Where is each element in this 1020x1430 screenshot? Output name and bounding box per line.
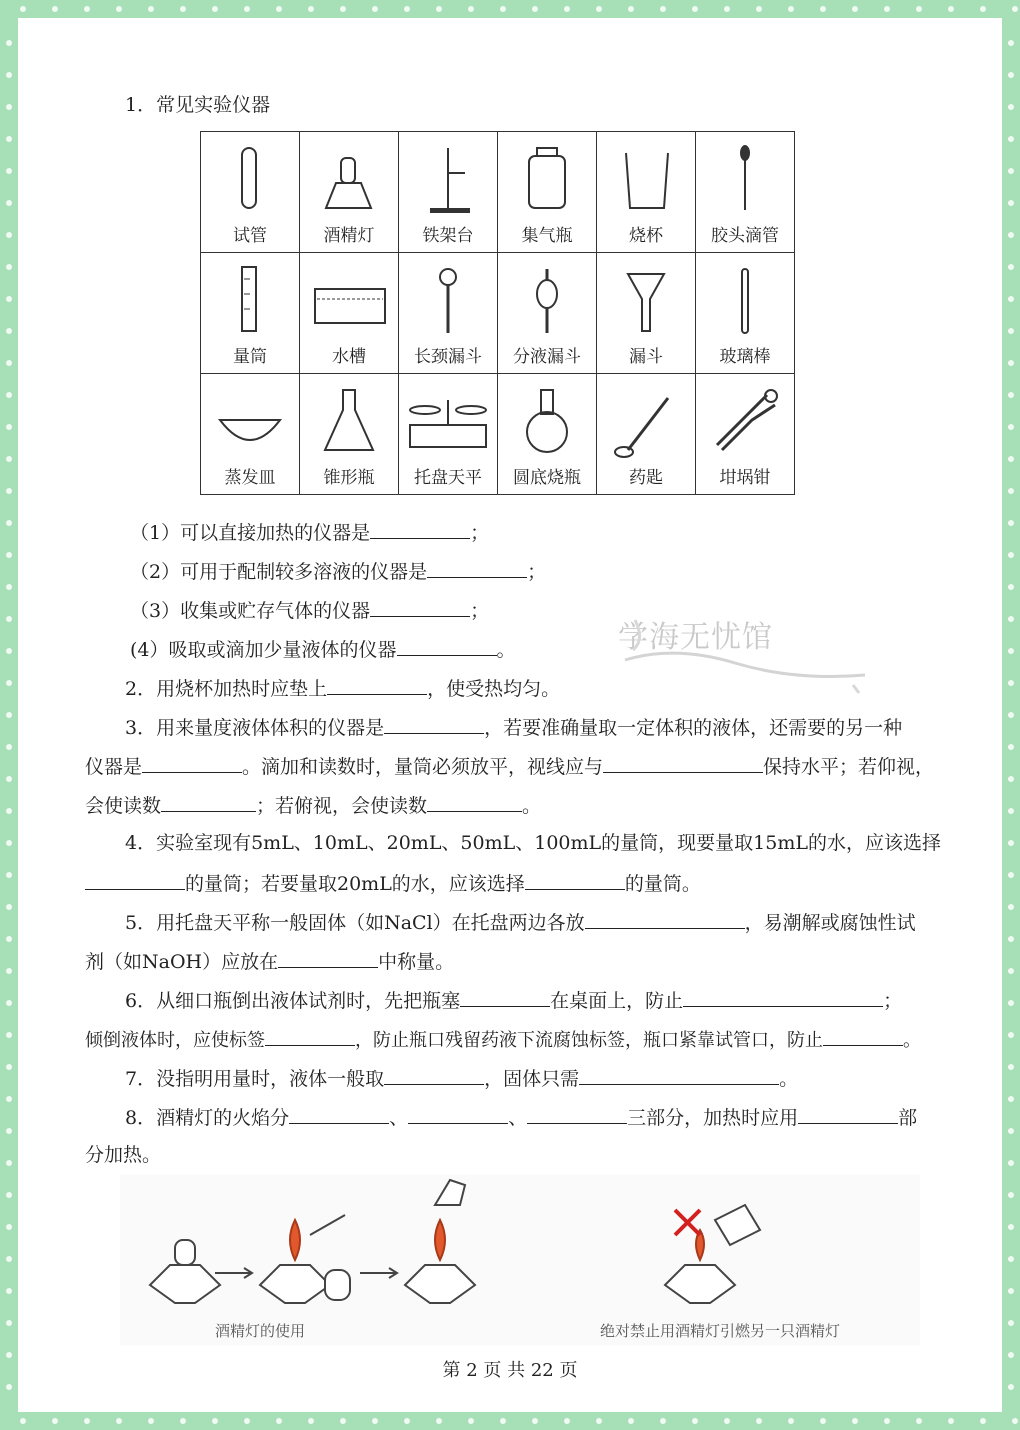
q1-a: （1）可以直接加热的仪器是 ； (130, 518, 489, 546)
q4-line2: 的量筒；若要量取20mL的水，应该选择 的量筒。 (85, 869, 701, 897)
instrument-cell (498, 253, 597, 374)
gas-jar-icon (499, 138, 595, 218)
instrument-cell (696, 253, 795, 374)
evaporating-dish-icon (202, 380, 298, 460)
instrument-cell (201, 253, 300, 374)
instrument-label: 玻璃棒 (719, 347, 771, 367)
q8-line2: 分加热。 (85, 1144, 162, 1166)
q4-line1: 4．实验室现有5mL、10mL、20mL、50mL、100mL的量筒，现要量取15mL的水，应该选择 (125, 832, 941, 854)
section-title: 1．常见实验仪器 (125, 94, 271, 116)
water-trough-icon (301, 259, 397, 339)
page-footer: 第 2 页 共 22 页 (442, 1360, 578, 1381)
answer-blank[interactable] (798, 1103, 898, 1124)
instrument-label: 锥形瓶 (323, 468, 375, 488)
instrument-cell (597, 374, 696, 495)
graduated-cylinder-icon (202, 259, 298, 339)
funnel-icon (598, 259, 694, 339)
medicine-spoon-icon (598, 380, 694, 460)
instrument-label: 烧杯 (629, 226, 663, 246)
q5-line1: 5．用托盘天平称一般固体（如NaCl）在托盘两边各放 ，易潮解或腐蚀性试 (125, 908, 916, 936)
glass-rod-icon (697, 259, 793, 339)
balance-icon (400, 380, 496, 460)
q2: 2．用烧杯加热时应垫上 ，使受热均匀。 (125, 674, 560, 702)
instrument-cell (597, 253, 696, 374)
q3-line1: 3．用来量度液体体积的仪器是 ，若要准确量取一定体积的液体，还需要的另一种 (125, 713, 902, 741)
crucible-tongs-icon (697, 380, 793, 460)
watermark-text: 学海无忧馆 (618, 620, 773, 655)
q1-c: （3）收集或贮存气体的仪器 ； (130, 596, 489, 624)
instrument-cell (696, 374, 795, 495)
answer-blank[interactable] (142, 752, 242, 773)
round-flask-icon (499, 380, 595, 460)
answer-blank[interactable] (85, 869, 185, 890)
test-tube-icon (202, 138, 298, 218)
answer-blank[interactable] (527, 1103, 627, 1124)
caption-right: 绝对禁止用酒精灯引燃另一只酒精灯 (600, 1322, 841, 1340)
answer-blank[interactable] (603, 752, 763, 773)
answer-blank[interactable] (265, 1025, 355, 1046)
separatory-funnel-icon (499, 259, 595, 339)
answer-blank[interactable] (525, 869, 625, 890)
answer-blank[interactable] (370, 518, 470, 539)
q8-line1: 8．酒精灯的火焰分 、 、 三部分，加热时应用 部 (125, 1103, 917, 1131)
answer-blank[interactable] (384, 713, 484, 734)
instrument-cell (399, 253, 498, 374)
answer-blank[interactable] (327, 674, 427, 695)
q1-b: （2）可用于配制较多溶液的仪器是 ； (130, 557, 546, 585)
instrument-label: 铁架台 (422, 226, 474, 246)
caption-left: 酒精灯的使用 (215, 1322, 306, 1340)
answer-blank[interactable] (823, 1025, 903, 1046)
q3-line3: 会使读数 ；若俯视，会使读数 。 (85, 791, 541, 819)
lamp-cap-icon (325, 1270, 350, 1300)
answer-blank[interactable] (384, 1064, 484, 1085)
instrument-cell (300, 132, 399, 253)
q7: 7．没指明用量时，液体一般取 ，固体只需 。 (125, 1064, 798, 1092)
instrument-label: 坩埚钳 (719, 468, 771, 488)
instrument-label: 药匙 (629, 468, 663, 488)
answer-blank[interactable] (278, 947, 378, 968)
instrument-cell (300, 253, 399, 374)
instrument-cell (498, 374, 597, 495)
q6-line2: 倾倒液体时，应使标签 ，防止瓶口残留药液下流腐蚀标签，瓶口紧靠试管口，防止 。 (85, 1025, 921, 1054)
answer-blank[interactable] (427, 791, 522, 812)
instrument-label: 长颈漏斗 (414, 347, 482, 367)
instrument-cell (399, 374, 498, 495)
instrument-cell (201, 132, 300, 253)
instrument-label: 水槽 (332, 347, 366, 367)
answer-blank[interactable] (289, 1103, 389, 1124)
answer-blank[interactable] (427, 557, 527, 578)
answer-blank[interactable] (370, 596, 470, 617)
q6-line1: 6．从细口瓶倒出液体试剂时，先把瓶塞 在桌面上，防止 ； (125, 986, 902, 1014)
instrument-label: 蒸发皿 (224, 468, 276, 488)
instrument-label: 量筒 (233, 347, 267, 367)
instrument-cell (201, 374, 300, 495)
watermark-swirl-icon (615, 605, 875, 695)
instrument-cell (696, 132, 795, 253)
long-neck-funnel-icon (400, 259, 496, 339)
instrument-label: 胶头滴管 (711, 226, 779, 246)
instrument-table (200, 131, 795, 495)
answer-blank[interactable] (460, 986, 550, 1007)
beaker-icon (598, 138, 694, 218)
instrument-label: 集气瓶 (521, 226, 573, 246)
q5-line2: 剂（如NaOH）应放在 中称量。 (85, 947, 454, 975)
answer-blank[interactable] (397, 635, 497, 656)
iron-stand-icon (400, 138, 496, 218)
answer-blank[interactable] (683, 986, 883, 1007)
instrument-label: 圆底烧瓶 (513, 468, 581, 488)
conical-flask-icon (301, 380, 397, 460)
answer-blank[interactable] (161, 791, 256, 812)
instrument-label: 试管 (233, 226, 267, 246)
instrument-label: 分液漏斗 (513, 347, 581, 367)
instrument-cell (300, 374, 399, 495)
instrument-cell (399, 132, 498, 253)
answer-blank[interactable] (408, 1103, 508, 1124)
alcohol-lamp-icon (301, 138, 397, 218)
instrument-label: 托盘天平 (414, 468, 482, 488)
instrument-cell (597, 132, 696, 253)
instrument-cell (498, 132, 597, 253)
answer-blank[interactable] (579, 1064, 779, 1085)
q3-line2: 仪器是 。滴加和读数时，量筒必须放平，视线应与 保持水平；若仰视， (85, 752, 934, 780)
instrument-label: 漏斗 (629, 347, 663, 367)
instrument-label: 酒精灯 (323, 226, 375, 246)
q1-d: (4）吸取或滴加少量液体的仪器 。 (130, 635, 516, 663)
answer-blank[interactable] (585, 908, 745, 929)
dropper-icon (697, 138, 793, 218)
